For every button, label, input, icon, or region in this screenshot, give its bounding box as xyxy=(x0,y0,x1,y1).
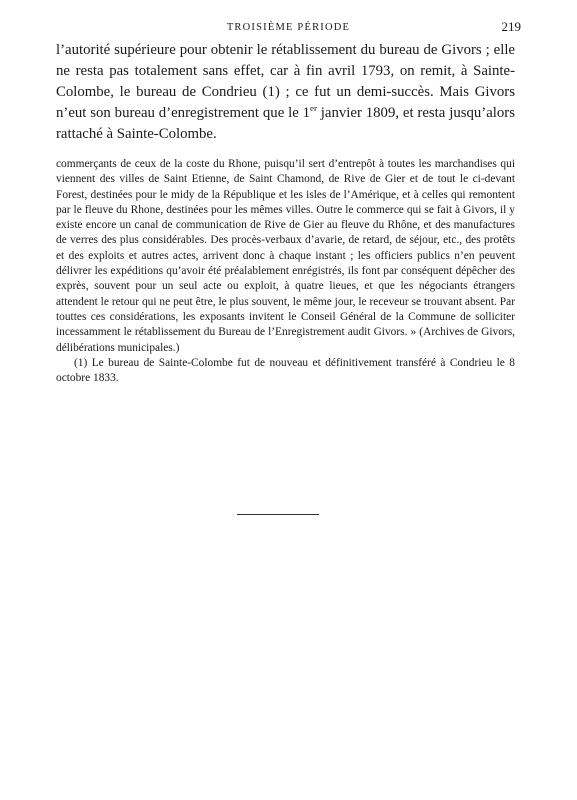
running-head: TROISIÈME PÉRIODE xyxy=(226,22,351,33)
body-paragraph-text-end: janvier 1809, et resta jusqu’alors rattaché à Sainte-Colombe. xyxy=(56,105,515,142)
page-number: 219 xyxy=(501,19,521,34)
ordinal-superscript: er xyxy=(310,103,317,114)
footnote-1: (1) Le bureau de Sainte-Colombe fut de nouveau et définitivement transféré à Condrieu le 8 octobre 1833. xyxy=(56,356,515,385)
body-paragraph-text: l’autorité supérieure pour obtenir le rétablissement du bureau de Givors ; elle ne resta pas totalement sans effet, car à fin avril 1793, on remit, à Sainte-Colombe, le bureau de Condrieu (1) ; ce fut un demi-succès. Mais Givors n’eut son bureau d’enregistrement que le 1 xyxy=(56,42,515,121)
footnote-continuation: commerçants de ceux de la coste du Rhone, puisqu’il sert d’entrepôt à toutes les marchandises qui viennent des villes de Saint Etienne, de Saint Chamond, de Rive de Gier et de tout le ci-devant Forest, destinées pour le midy de la République et les isles de l’Amérique, et à celles qui remontent par le fleuve du Rhone, destinées pour les mêmes villes. Outre le commerce qui se fait à Givors, il y existe encore un canal de communication de Rive de Gier au fleuve du Rhône, et des manufactures de verres des plus considérables. Des procès-verbaux d’avarie, de retard, de séjour, etc., des protêts et des exploits et autres actes, arrivent donc à chaque instant ; les officiers publics n’en peuvent délivrer les expéditions qu’avoir été préalablement enrégistrés, ils font par conséquent dépêcher des exprès, souvent pour un seul acte ou exploit, à quatre lieues, et que les négociants étrangers attendent le retour qui ne peut être, le plus souvent, le même jour, le receveur se trouvant absent. Par touttes ces considérations, les exposants invitent le Conseil Général de la Commune de solliciter incessamment le rétablissement du Bureau de l’Enregistrement audit Givors. » (Archives de Givors, délibérations municipales.) xyxy=(56,158,515,354)
end-rule-divider xyxy=(237,514,319,515)
footnotes xyxy=(56,157,515,386)
page-header xyxy=(56,18,521,38)
body-paragraph xyxy=(56,40,515,145)
